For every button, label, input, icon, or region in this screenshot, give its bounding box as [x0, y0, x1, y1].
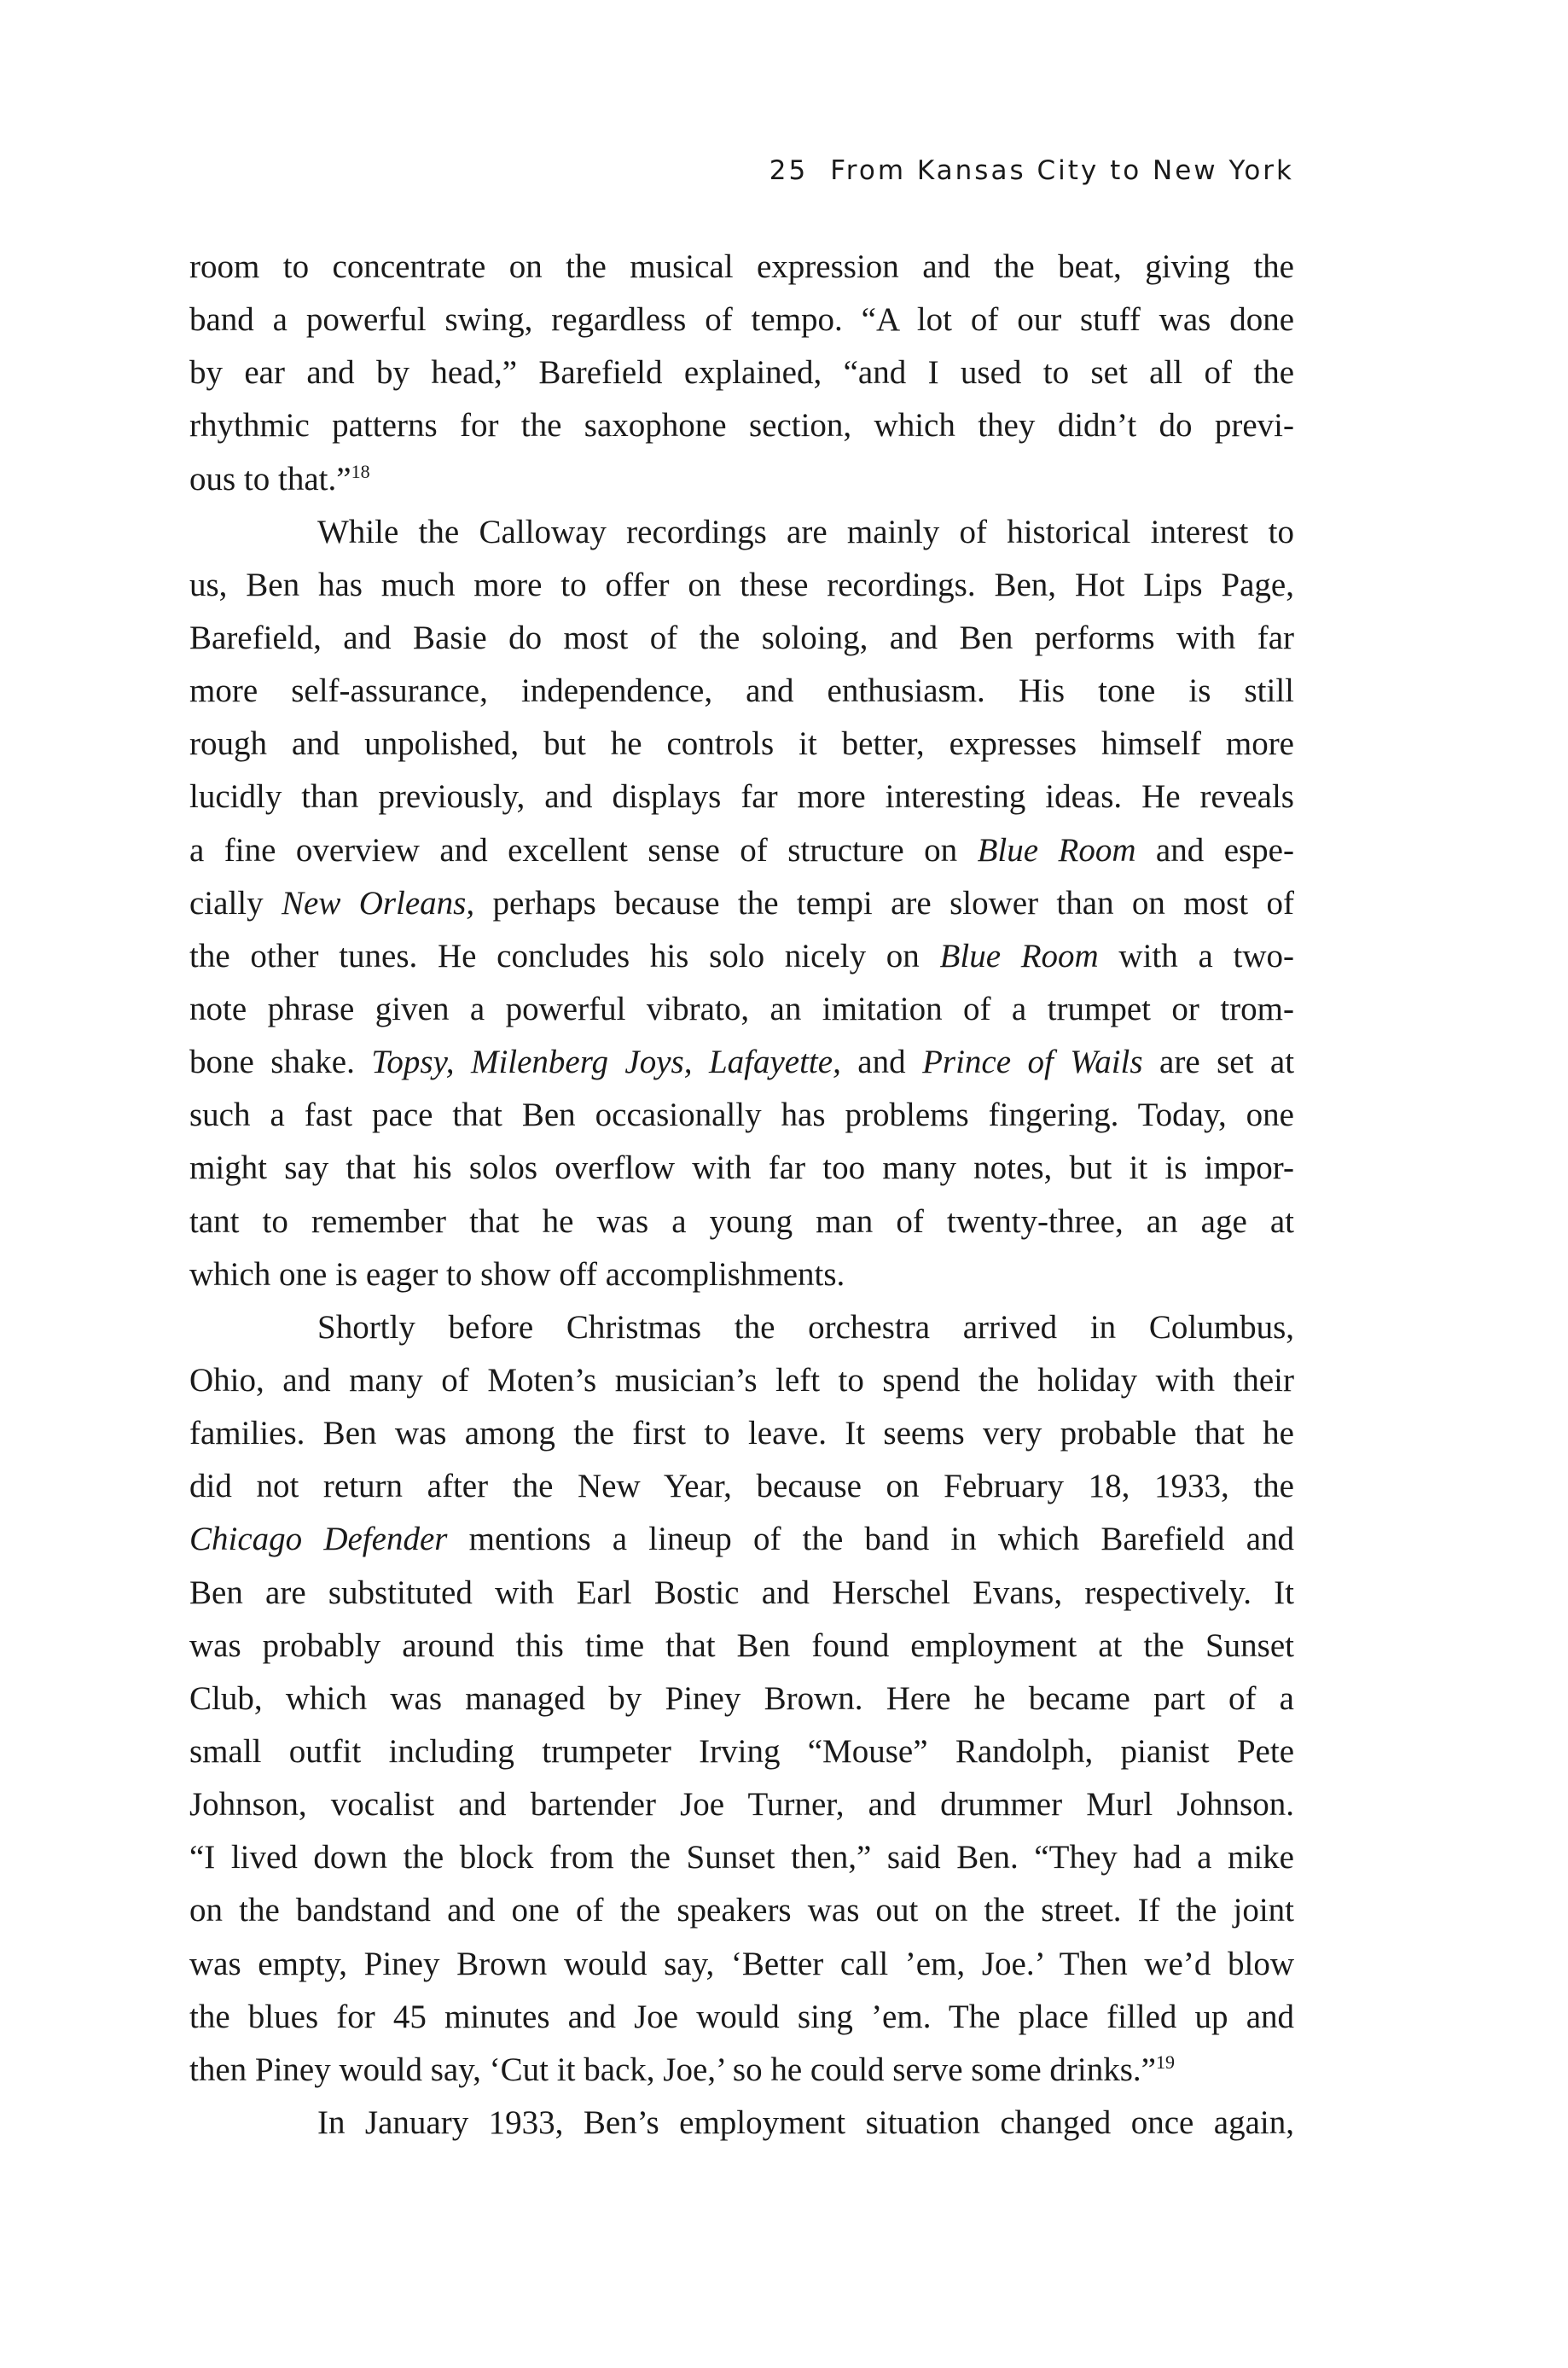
text-line: small outfit including trumpeter Irving “Mouse” Randolph, pianist Pete: [189, 1732, 1294, 1770]
text-line: Barefield, and Basie do most of the soloing, and Ben performs with far: [189, 619, 1294, 656]
text-line: rhythmic patterns for the saxophone section, which they didn’t do previ-: [189, 407, 1294, 445]
text-run: with a two-: [1098, 937, 1294, 975]
text-line: [189, 930, 1294, 983]
body-text: [189, 241, 1294, 2150]
text-line: While the Calloway recordings are mainly of historical interest to: [317, 513, 1294, 550]
text-line: such a fast pace that Ben occasionally has problems fingering. Today, one: [189, 1097, 1294, 1134]
footnote-ref: 18: [351, 460, 370, 482]
text-line: tant to remember that he was a young man of twenty-three, an age at: [189, 1202, 1294, 1240]
text-run: are set at: [1142, 1044, 1295, 1081]
text-line: by ear and by head,” Barefield explained, “and I used to set all of the: [189, 354, 1294, 392]
text-run: bone shake.: [189, 1044, 372, 1081]
text-run: and espe-: [1135, 831, 1294, 869]
text-run: the other tunes. He concludes his solo nicely on: [189, 937, 940, 975]
text-line: us, Ben has much more to offer on these recordings. Ben, Hot Lips Page,: [189, 566, 1294, 603]
text-line: Ben are substituted with Earl Bostic and Herschel Evans, respectively. It: [189, 1574, 1294, 1611]
text-line: room to concentrate on the musical expression and the beat, giving the: [189, 248, 1294, 285]
text-line: the blues for 45 minutes and Joe would sing ’em. The place filled up and: [189, 1998, 1294, 2035]
text-line: [189, 1513, 1294, 1566]
text-line: Johnson, vocalist and bartender Joe Turner, and drummer Murl Johnson.: [189, 1786, 1294, 1824]
text-line: Shortly before Christmas the orchestra arrived in Columbus,: [317, 1308, 1294, 1346]
page-number: 25: [769, 155, 809, 186]
text-run: then Piney would say, ‘Cut it back, Joe,’ so he could serve some drinks.”: [189, 2051, 1156, 2088]
text-line: was empty, Piney Brown would say, ‘Better call ’em, Joe.’ Then we’d blow: [189, 1945, 1294, 1982]
running-head: [189, 155, 1294, 186]
text-run: perhaps because the tempi are slower than on most of: [474, 884, 1294, 922]
text-line: [189, 824, 1294, 877]
text-run: cially: [189, 884, 282, 922]
text-line: rough and unpolished, but he controls it better, expresses himself more: [189, 725, 1294, 763]
text-line: more self-assurance, independence, and enthusiasm. His tone is still: [189, 672, 1294, 710]
text-line: band a powerful swing, regardless of tempo. “A lot of our stuff was done: [189, 301, 1294, 339]
title-italic: Topsy, Milenberg Joys, Lafayette,: [371, 1044, 841, 1081]
text-line: note phrase given a powerful vibrato, an imitation of a trumpet or trom-: [189, 990, 1294, 1027]
text-line: [189, 1036, 1294, 1089]
text-run: ous to that.”: [189, 460, 351, 497]
footnote-ref: 19: [1155, 2051, 1175, 2073]
text-line: [189, 453, 1294, 506]
title-italic: New Orleans,: [282, 884, 475, 922]
title-italic: Chicago Defender: [189, 1521, 448, 1558]
text-line: Club, which was managed by Piney Brown. Here he became part of a: [189, 1679, 1294, 1717]
text-line: which one is eager to show off accomplishments.: [189, 1255, 845, 1293]
title-italic: Blue Room: [939, 937, 1099, 975]
text-run: and: [840, 1044, 923, 1081]
text-line: [189, 877, 1294, 930]
text-line: might say that his solos overflow with far too many notes, but it is impor-: [189, 1149, 1294, 1187]
text-line: did not return after the New Year, because on February 18, 1933, the: [189, 1468, 1294, 1505]
text-line: “I lived down the block from the Sunset then,” said Ben. “They had a mike: [189, 1839, 1294, 1876]
title-italic: Blue Room: [977, 831, 1136, 869]
text-line: Ohio, and many of Moten’s musician’s left to spend the holiday with their: [189, 1361, 1294, 1399]
text-line: lucidly than previously, and displays far more interesting ideas. He reveals: [189, 778, 1294, 816]
text-line: In January 1933, Ben’s employment situation changed once again,: [317, 2103, 1294, 2141]
text-run: mentions a lineup of the band in which Barefield and: [447, 1521, 1295, 1558]
title-italic: Prince of Wails: [922, 1044, 1143, 1081]
text-line: families. Ben was among the first to leave. It seems very probable that he: [189, 1415, 1294, 1452]
text-line: was probably around this time that Ben found employment at the Sunset: [189, 1626, 1294, 1664]
text-line: [189, 2044, 1294, 2097]
text-run: a fine overview and excellent sense of structure on: [189, 831, 978, 869]
chapter-title: From Kansas City to New York: [830, 155, 1294, 186]
text-line: on the bandstand and one of the speakers was out on the street. If the joint: [189, 1892, 1294, 1929]
